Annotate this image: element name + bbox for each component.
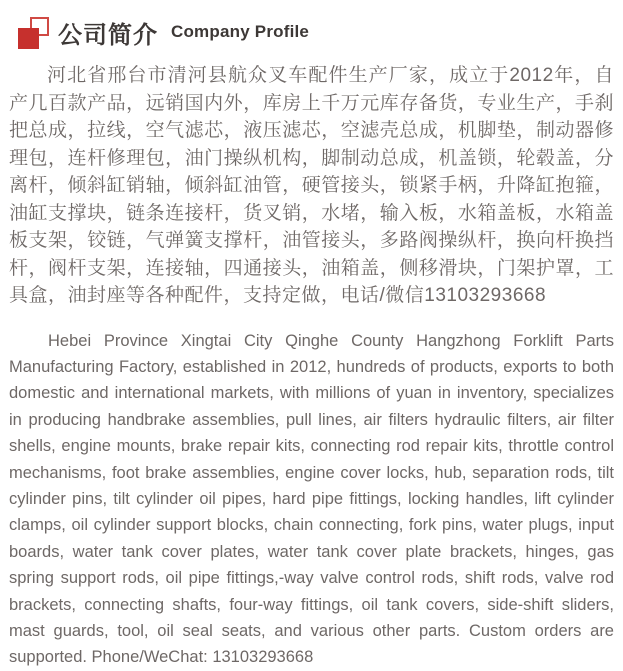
- overlapping-squares-icon: [18, 16, 49, 49]
- company-description-english: Hebei Province Xingtai City Qinghe County Hangzhong Forklift Parts Manufacturing Factory, established in 2012, hundreds of products, exports to both domestic and international markets, with millions of yuan in inventory, specializes in producing handbrake assemblies, pull lines, air filters hydraulic filters, air filter shells, engine mounts, brake repair kits, connecting rod repair kits, throttle control mechanisms, foot brake assemblies, engine cover locks, hub, separation rods, tilt cylinder pins, tilt cylinder oil pipes, hard pipe fittings, locking handles, lift cylinder clamps, oil cylinder support blocks, chain connecting, fork pins, water plugs, input boards, water tank cover plates, water tank cover plate brackets, hinges, gas spring support rods, oil pipe fittings,-way valve control rods, shift rods, valve rod brackets, connecting shafts, four-way fittings, oil tank covers, side-shift sliders, mast guards, tool, oil seal seats, and various other parts. Custom orders are supported. Phone/WeChat: 13103293668: [9, 331, 614, 667]
- section-header: [0, 0, 623, 50]
- section-title-english: Company Profile: [171, 22, 310, 41]
- solid-red-square-icon: [18, 28, 39, 49]
- company-description-chinese: 河北省邢台市清河县航众叉车配件生产厂家，成立于2012年，自产几百款产品，远销国内外，库房上千万元库存备货，专业生产，手刹把总成，拉线，空气滤芯，液压滤芯，空滤壳总成，机脚垫，制动器修理包，连杆修理包，油门操纵机构，脚制动总成，机盖锁，轮毂盖，分离杆，倾斜缸销轴，倾斜缸油管，硬管接头，锁紧手柄，升降缸抱箍，油缸支撑块，链条连接杆，货叉销，水堵，输入板，水箱盖板，水箱盖板支架，铰链，气弹簧支撑杆，油管接头，多路阀操纵杆，换向杆换挡杆，阀杆支架，连接轴，四通接头，油箱盖，侧移滑块，门架护罩，工具盒，油封座等各种配件，支持定做，电话/微信13103293668: [9, 65, 614, 306]
- section-title-chinese: 公司简介: [58, 21, 158, 49]
